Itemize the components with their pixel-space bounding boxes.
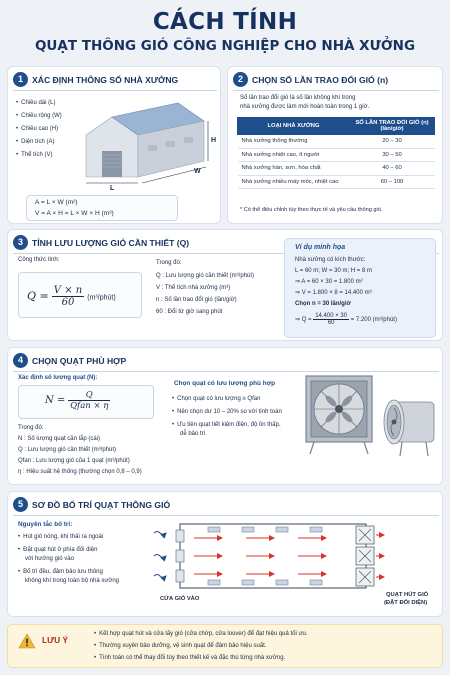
table-header: LOẠI NHÀ XƯỞNG <box>238 118 350 135</box>
choose-item-continued: dễ bảo trì <box>180 431 206 437</box>
example-box <box>284 238 436 338</box>
param-item: • Chiều dài (L) <box>16 100 55 108</box>
where-label: Trong đó: <box>18 425 44 431</box>
where-item: V : Thể tích nhà xưởng (m³) <box>156 285 231 291</box>
section-number: 5 <box>13 497 28 512</box>
air-exchange-table <box>237 117 435 189</box>
flow-formula <box>27 285 116 308</box>
dim-label-w: W <box>194 168 201 175</box>
dim-label-h: H <box>211 137 217 144</box>
formula-fraction <box>68 390 110 411</box>
table-cell: Nhà xưởng nhiệt cao, ít người <box>238 148 350 162</box>
where-item: Q : Lưu lượng gió cần thiết (m³/phút) <box>18 447 117 453</box>
example-line: ⇒ V = 1.800 × 8 = 14.400 m³ <box>295 290 372 296</box>
section-number: 1 <box>13 72 28 87</box>
table-cell: 30 – 50 <box>350 148 435 162</box>
example-title: Ví dụ minh họa <box>295 244 346 251</box>
formula-label: Công thức tính: <box>18 257 60 263</box>
table-cell: 20 – 30 <box>350 135 435 149</box>
section-number: 2 <box>233 72 248 87</box>
divider <box>13 371 439 372</box>
formula-unit: (m³/phút) <box>87 294 116 302</box>
formula-lhs: N = <box>45 395 66 407</box>
where-item: Q : Lưu lượng gió cần thiết (m³/phút) <box>156 273 255 279</box>
param-item: • Chiều rộng (W) <box>16 113 62 121</box>
example-choice: Chọn n = 30 lần/giờ <box>295 301 351 307</box>
param-item: • Diện tích (A) <box>16 139 54 147</box>
formula-lhs: Q = <box>27 289 49 303</box>
where-label: Trong đó: <box>156 260 182 266</box>
where-item: n : Số lần trao đổi gió (lần/giờ) <box>156 297 237 303</box>
table-row <box>238 162 435 176</box>
outlet-label-sub: (ĐẶT ĐỐI DIỆN) <box>384 600 428 606</box>
section-description: Số lần trao đổi gió là số lần không khí trong <box>240 95 356 101</box>
principle-item: • Bố trí đều, đảm bảo lưu thông <box>18 569 103 577</box>
section-title: TÍNH LƯU LƯỢNG GIÓ CẦN THIẾT (Q) <box>32 238 190 248</box>
dim-label-l: L <box>110 185 115 192</box>
table-note: * Có thể điều chỉnh tùy theo thực tế và yêu cầu thông gió. <box>240 207 383 213</box>
table-header: SỐ LẦN TRAO ĐỔI GIÓ (n) (lần/giờ) <box>350 118 435 135</box>
result-numerator: 14.400 × 30 <box>315 313 348 319</box>
result-lhs: ⇒ Q = <box>295 317 312 324</box>
example-line: L = 60 m; W = 30 m; H = 8 m <box>295 268 372 274</box>
note-box <box>7 624 443 668</box>
section-number: 3 <box>13 235 28 250</box>
divider <box>233 90 439 91</box>
table-row <box>238 148 435 162</box>
choose-item: • Chọn quạt có lưu lượng ≥ Qfan <box>172 396 260 404</box>
fan-formula-box <box>18 385 154 419</box>
section-number: 4 <box>13 353 28 368</box>
page-title: CÁCH TÍNH <box>152 9 298 35</box>
formula-volume: V = A × H = L × W × H (m³) <box>35 210 114 217</box>
example-result <box>295 313 397 326</box>
formula-numerator: V × n <box>53 285 83 296</box>
outlet-label: QUẠT HÚT GIÓ <box>386 592 429 598</box>
divider <box>13 515 439 516</box>
section-title: CHỌN SỐ LẦN TRAO ĐỔI GIÓ (n) <box>252 75 389 85</box>
section-subtitle: Xác định số lượng quạt (N): <box>18 375 98 381</box>
section-title: XÁC ĐỊNH THÔNG SỐ NHÀ XƯỞNG <box>32 75 179 85</box>
principle-title: Nguyên tắc bố trí: <box>18 521 73 528</box>
where-item: 60 : Đổi từ giờ sang phút <box>156 309 223 315</box>
table-cell: Nhà xưởng nhiều máy móc, nhiệt cao <box>238 175 350 189</box>
warning-icon <box>18 633 36 649</box>
note-item: • Kết hợp quạt hút và cửa lấy gió (cửa chớp, cửa louver) để đạt hiệu quả tối ưu. <box>94 631 308 639</box>
inlet-label: CỬA GIÓ VÀO <box>160 596 200 602</box>
formula-area: A = L × W (m²) <box>35 199 78 206</box>
param-item: • Chiều cao (H) <box>16 126 58 134</box>
principle-item: • Hút gió nóng, khí thải ra ngoài <box>18 534 103 542</box>
result-rhs: = 7.200 (m³/phút) <box>350 317 397 324</box>
layout-diagram <box>150 518 386 594</box>
section-3-card <box>7 229 443 341</box>
example-line: ⇒ A = 60 × 30 = 1.800 m² <box>295 279 363 285</box>
section-description: nhà xưởng được làm mới hoàn toàn trong 1 giờ. <box>240 104 370 110</box>
section-2-card <box>227 66 443 224</box>
formula-fraction <box>52 285 84 308</box>
formula-numerator: Q <box>68 390 110 401</box>
principle-item: • Đặt quạt hút ở phía đối diện <box>18 547 97 555</box>
table-row <box>238 135 435 149</box>
flow-formula-box <box>18 272 142 318</box>
param-item: • Thể tích (V) <box>16 152 52 160</box>
note-item: • Thường xuyên bảo dưỡng, vệ sinh quạt để đảm bảo hiệu suất. <box>94 643 266 651</box>
table-row <box>238 175 435 189</box>
axial-fan-icon <box>380 394 440 460</box>
exhaust-fan-box-icon <box>304 374 382 456</box>
table-cell: 40 – 60 <box>350 162 435 176</box>
divider <box>13 90 217 91</box>
section-title: SƠ ĐỒ BỐ TRÍ QUẠT THÔNG GIÓ <box>32 500 171 510</box>
choose-item: • Nên chọn dư 10 – 20% so với tính toán <box>172 409 282 417</box>
where-item: Qfan : Lưu lượng gió của 1 quạt (m³/phút) <box>18 458 130 464</box>
table-cell: Nhà xưởng thông thường <box>238 135 350 149</box>
formula-box <box>26 195 178 221</box>
table-cell: 60 – 100 <box>350 175 435 189</box>
choose-title: Chọn quạt có lưu lượng phù hợp <box>174 380 276 387</box>
choose-item: • Ưu tiên quạt tiết kiệm điện, độ ồn thấp, <box>172 422 281 430</box>
principle-item-continued: với hướng gió vào <box>25 556 74 562</box>
fan-formula <box>45 390 110 411</box>
note-item: • Tính toán có thể thay đổi tùy theo thiết kế và đặc thù từng nhà xưởng. <box>94 655 285 663</box>
note-title: LƯU Ý <box>42 635 69 645</box>
where-item: N : Số lượng quạt cần lắp (cái) <box>18 436 100 442</box>
formula-denominator: 60 <box>61 297 75 308</box>
page-subtitle: QUẠT THÔNG GIÓ CÔNG NGHIỆP CHO NHÀ XƯỞNG <box>34 38 416 54</box>
formula-denominator: Qfan × η <box>70 401 109 411</box>
section-4-card <box>7 347 443 485</box>
section-title: CHỌN QUẠT PHÙ HỢP <box>32 356 127 366</box>
section-5-card <box>7 491 443 617</box>
result-fraction <box>313 313 349 326</box>
where-item: η : Hiệu suất hệ thống (thường chọn 0,8 – 0,9) <box>18 469 142 475</box>
principle-item-continued: không khí trong toàn bộ nhà xưởng <box>25 578 120 584</box>
section-1-card <box>7 66 221 224</box>
table-cell: Nhà xưởng hàn, sơn, hóa chất <box>238 162 350 176</box>
result-denominator: 60 <box>327 320 335 326</box>
example-line: Nhà xưởng có kích thước: <box>295 257 366 263</box>
